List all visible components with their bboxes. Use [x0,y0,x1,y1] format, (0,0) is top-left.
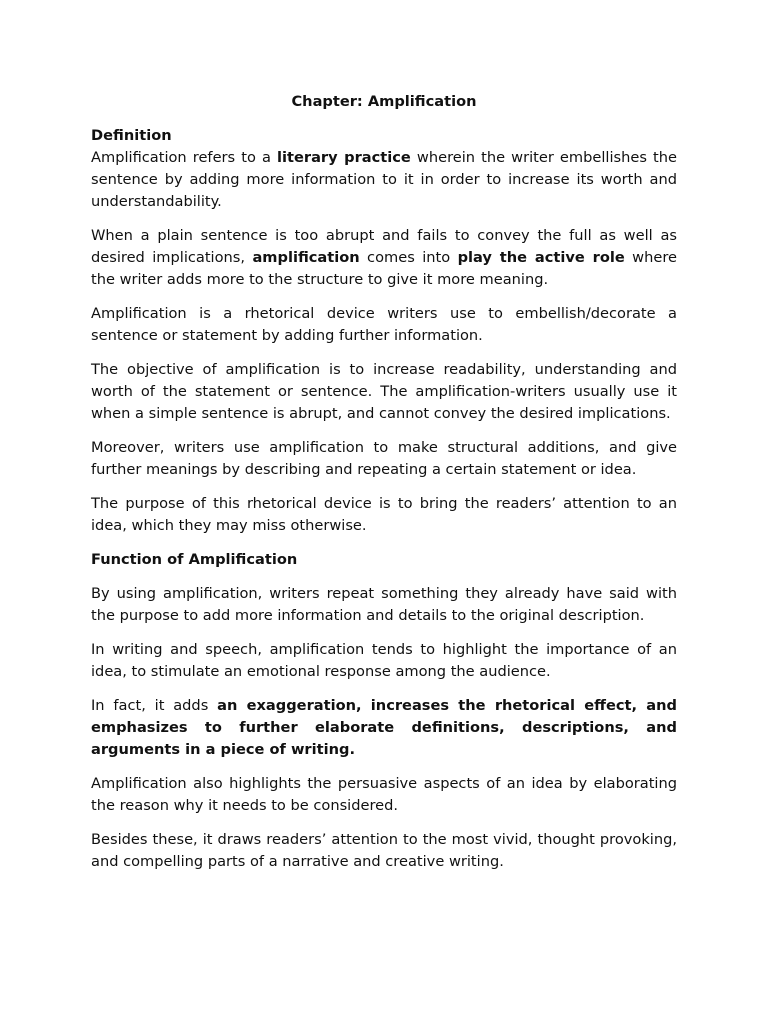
paragraph-speech: In writing and speech, amplification tends to highlight the importance of an idea, to stimulate an emotional response among the audience. [91,641,677,680]
paragraph-persuasive: Amplification also highlights the persuasive aspects of an idea by elaborating the reason why it needs to be considered. [91,775,677,814]
function-heading: Function of Amplification [91,551,298,568]
definition-heading: Definition [91,127,172,144]
paragraph-moreover: Moreover, writers use amplification to make structural additions, and give further meanings by describing and repeating a certain statement or idea. [91,439,677,478]
bold-run: literary practice [277,149,411,166]
paragraph-exaggeration [91,695,677,761]
text-run: When a plain sentence is too abrupt and fails to convey the full as well as desired implications, [91,227,677,266]
paragraph-definition [91,147,677,213]
paragraph-repeat: By using amplification, writers repeat something they already have said with the purpose to add more information and details to the original description. [91,585,677,624]
text-run: Amplification refers to a [91,149,277,166]
text-run: In fact, it adds [91,697,218,714]
text-run: comes into [359,249,458,266]
document-page [91,91,677,885]
text-run: wherein the writer embellishes the sentence by adding more information to it in order to increase its worth and understandability. [91,149,677,210]
paragraph-purpose: The purpose of this rhetorical device is to bring the readers’ attention to an idea, which they may miss otherwise. [91,495,677,534]
paragraph-besides: Besides these, it draws readers’ attention to the most vivid, thought provoking, and compelling parts of a narrative and creative writing. [91,831,677,870]
bold-run: an exaggeration, increases the rhetorical effect, and emphasizes to further elaborate definitions, descriptions, and arguments in a piece of writing. [91,697,677,758]
paragraph-rhetorical-device: Amplification is a rhetorical device writers use to embellish/decorate a sentence or statement by adding further information. [91,305,677,344]
chapter-title: Chapter: Amplification [291,93,477,110]
bold-run: play the active role [457,249,625,266]
bold-run: amplification [252,249,360,266]
paragraph-plain-sentence [91,225,677,291]
text-run: where the writer adds more to the structure to give it more meaning. [91,249,677,288]
paragraph-objective: The objective of amplification is to increase readability, understanding and worth of the statement or sentence. The amplification-writers usually use it when a simple sentence is abrupt, and cannot convey the desired implications. [91,361,677,422]
